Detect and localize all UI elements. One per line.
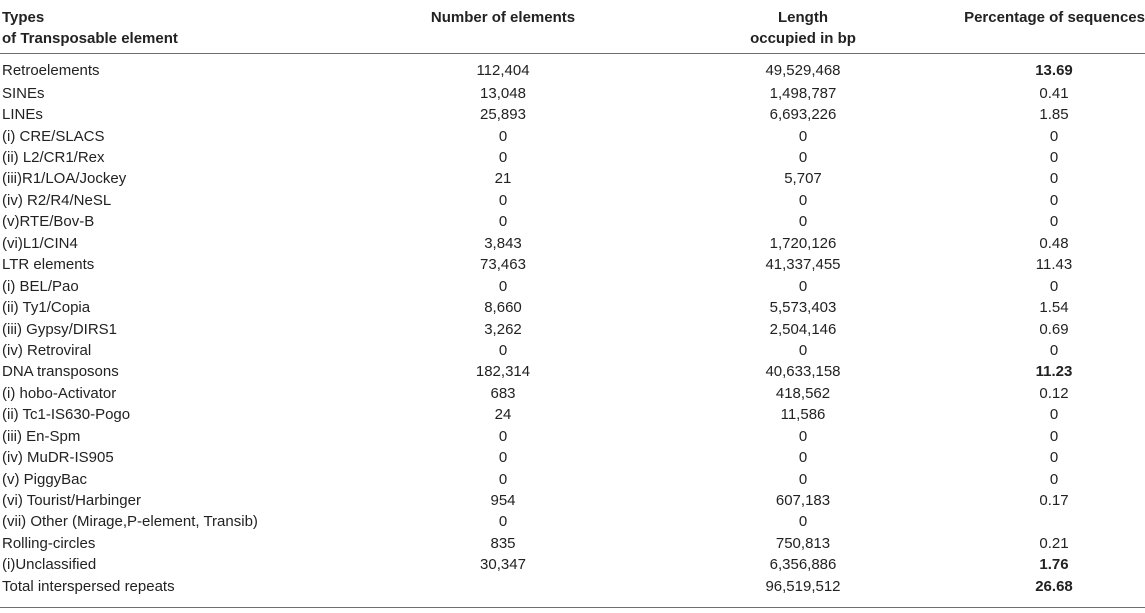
table-row (0, 468, 1145, 489)
header-percentage (953, 0, 1145, 53)
cell-length: 5,707 (784, 170, 822, 188)
table-row (0, 233, 1145, 254)
cell-number: 0 (498, 427, 508, 445)
cell-type: (vi) Tourist/Harbinger (2, 492, 141, 510)
cell-percentage (953, 511, 1145, 532)
cell-number: 954 (490, 492, 516, 510)
cell-length: 1,498,787 (769, 84, 837, 102)
table-row (0, 104, 1145, 125)
cell-percentage: 0.48 (1039, 234, 1069, 252)
header-row (0, 0, 1145, 53)
cell-length: 0 (798, 513, 808, 531)
header-number (353, 0, 603, 53)
cell-length: 0 (798, 449, 808, 467)
cell-length: 6,693,226 (769, 106, 837, 124)
cell-number: 0 (498, 341, 508, 359)
cell-number: 0 (498, 191, 508, 209)
cell-percentage: 11.43 (1035, 256, 1073, 274)
cell-number: 0 (498, 149, 508, 167)
cell-type: SINEs (2, 84, 45, 102)
table-row (0, 297, 1145, 318)
cell-length: 6,356,886 (769, 556, 837, 574)
cell-percentage: 0.12 (1039, 384, 1069, 402)
header-type-line2: of Transposable element (2, 30, 178, 47)
cell-percentage: 0.21 (1039, 534, 1069, 552)
cell-type: (v)RTE/Bov-B (2, 213, 95, 231)
table-row (0, 361, 1145, 382)
table-row (0, 254, 1145, 275)
cell-length: 2,504,146 (769, 320, 837, 338)
header-length (603, 0, 953, 53)
table-row (0, 383, 1145, 404)
cell-type: (iv) Retroviral (2, 341, 92, 359)
cell-number: 3,262 (484, 320, 522, 338)
cell-type: Rolling-circles (2, 534, 96, 552)
cell-number: 0 (498, 277, 508, 295)
table-header (0, 0, 1145, 53)
cell-type: (ii) Tc1-IS630-Pogo (2, 406, 131, 424)
table-row (0, 490, 1145, 511)
header-length-line1: Length (778, 9, 828, 26)
cell-percentage: 0 (1049, 470, 1059, 488)
cell-length: 1,720,126 (769, 234, 837, 252)
cell-type: (vii) Other (Mirage,P-element, Transib) (2, 513, 258, 531)
cell-length: 11,586 (780, 406, 826, 424)
cell-number: 30,347 (480, 556, 526, 574)
cell-percentage: 0.17 (1039, 492, 1069, 510)
cell-type: (iii) Gypsy/DIRS1 (2, 320, 118, 338)
cell-type: (v) PiggyBac (2, 470, 88, 488)
cell-type: LTR elements (2, 256, 95, 274)
cell-number: 835 (490, 534, 516, 552)
table-row (0, 125, 1145, 146)
table-row (0, 404, 1145, 425)
cell-type: (iii)R1/LOA/Jockey (2, 170, 127, 188)
cell-percentage: 0 (1049, 127, 1059, 145)
header-percentage-label: Percentage of sequences (964, 9, 1145, 26)
cell-number: 182,314 (475, 363, 531, 381)
cell-percentage: 0 (1049, 170, 1059, 188)
cell-type: Total interspersed repeats (2, 577, 175, 595)
cell-number (353, 576, 603, 597)
cell-type: (ii) L2/CR1/Rex (2, 149, 105, 167)
cell-number: 8,660 (484, 299, 522, 317)
cell-percentage: 26.68 (1035, 577, 1073, 595)
cell-type: (vi)L1/CIN4 (2, 234, 78, 252)
cell-length: 0 (798, 427, 808, 445)
cell-percentage: 13.69 (1035, 61, 1073, 79)
cell-type: (i) hobo-Activator (2, 384, 117, 402)
cell-number: 21 (494, 170, 512, 188)
cell-type: (i) CRE/SLACS (2, 127, 105, 145)
table-body (0, 53, 1145, 597)
cell-percentage: 0 (1049, 191, 1059, 209)
cell-type: (i)Unclassified (2, 556, 97, 574)
cell-number: 0 (498, 449, 508, 467)
cell-percentage: 0 (1049, 406, 1059, 424)
cell-length: 40,633,158 (765, 363, 841, 381)
cell-percentage: 0 (1049, 149, 1059, 167)
cell-number: 0 (498, 513, 508, 531)
cell-length: 0 (798, 213, 808, 231)
cell-type: LINEs (2, 106, 43, 124)
cell-length: 0 (798, 149, 808, 167)
cell-length: 5,573,403 (769, 299, 837, 317)
table-row (0, 554, 1145, 575)
table-row (0, 447, 1145, 468)
cell-percentage: 0.69 (1039, 320, 1069, 338)
cell-percentage: 1.76 (1039, 556, 1069, 574)
cell-percentage: 0 (1049, 277, 1059, 295)
cell-percentage: 0.41 (1039, 84, 1069, 102)
table-row (0, 318, 1145, 339)
header-length-line2: occupied in bp (750, 30, 856, 47)
cell-type: (iv) R2/R4/NeSL (2, 191, 112, 209)
cell-type: (iv) MuDR-IS905 (2, 449, 114, 467)
table-row (0, 83, 1145, 104)
cell-length: 49,529,468 (765, 61, 841, 79)
cell-number: 112,404 (476, 61, 530, 79)
cell-length: 41,337,455 (765, 256, 841, 274)
cell-number: 73,463 (480, 256, 526, 274)
table-row (0, 168, 1145, 189)
table-row (0, 426, 1145, 447)
cell-number: 683 (490, 384, 516, 402)
cell-type: Retroelements (2, 61, 100, 79)
table-row (0, 190, 1145, 211)
table-row (0, 211, 1145, 232)
cell-length: 0 (798, 341, 808, 359)
cell-length: 0 (798, 191, 808, 209)
cell-percentage: 0 (1049, 449, 1059, 467)
cell-number: 3,843 (484, 234, 522, 252)
cell-number: 0 (498, 213, 508, 231)
cell-percentage: 1.85 (1039, 106, 1069, 124)
cell-length: 96,519,512 (765, 577, 841, 595)
table-row (0, 147, 1145, 168)
cell-percentage: 0 (1049, 341, 1059, 359)
table-row (0, 511, 1145, 532)
cell-number: 24 (494, 406, 512, 424)
cell-percentage: 11.23 (1035, 363, 1073, 381)
header-type (0, 0, 353, 53)
cell-type: (i) BEL/Pao (2, 277, 79, 295)
table-row (0, 275, 1145, 296)
cell-type: DNA transposons (2, 363, 119, 381)
cell-number: 13,048 (480, 84, 526, 102)
table-row (0, 533, 1145, 554)
cell-number: 0 (498, 127, 508, 145)
cell-length: 0 (798, 277, 808, 295)
table-row (0, 53, 1145, 83)
cell-length: 0 (798, 127, 808, 145)
cell-length: 0 (798, 470, 808, 488)
cell-number: 25,893 (480, 106, 526, 124)
cell-type: (iii) En-Spm (2, 427, 81, 445)
cell-length: 418,562 (775, 384, 831, 402)
header-type-line1: Types (2, 9, 45, 26)
cell-percentage: 1.54 (1039, 299, 1069, 317)
cell-length: 607,183 (775, 492, 831, 510)
bottom-rule (0, 607, 1145, 608)
cell-percentage: 0 (1049, 427, 1059, 445)
table-row (0, 340, 1145, 361)
cell-length: 750,813 (775, 534, 831, 552)
header-number-label: Number of elements (430, 9, 576, 26)
table-row (0, 576, 1145, 597)
cell-percentage: 0 (1049, 213, 1059, 231)
cell-type: (ii) Ty1/Copia (2, 299, 91, 317)
cell-number: 0 (498, 470, 508, 488)
